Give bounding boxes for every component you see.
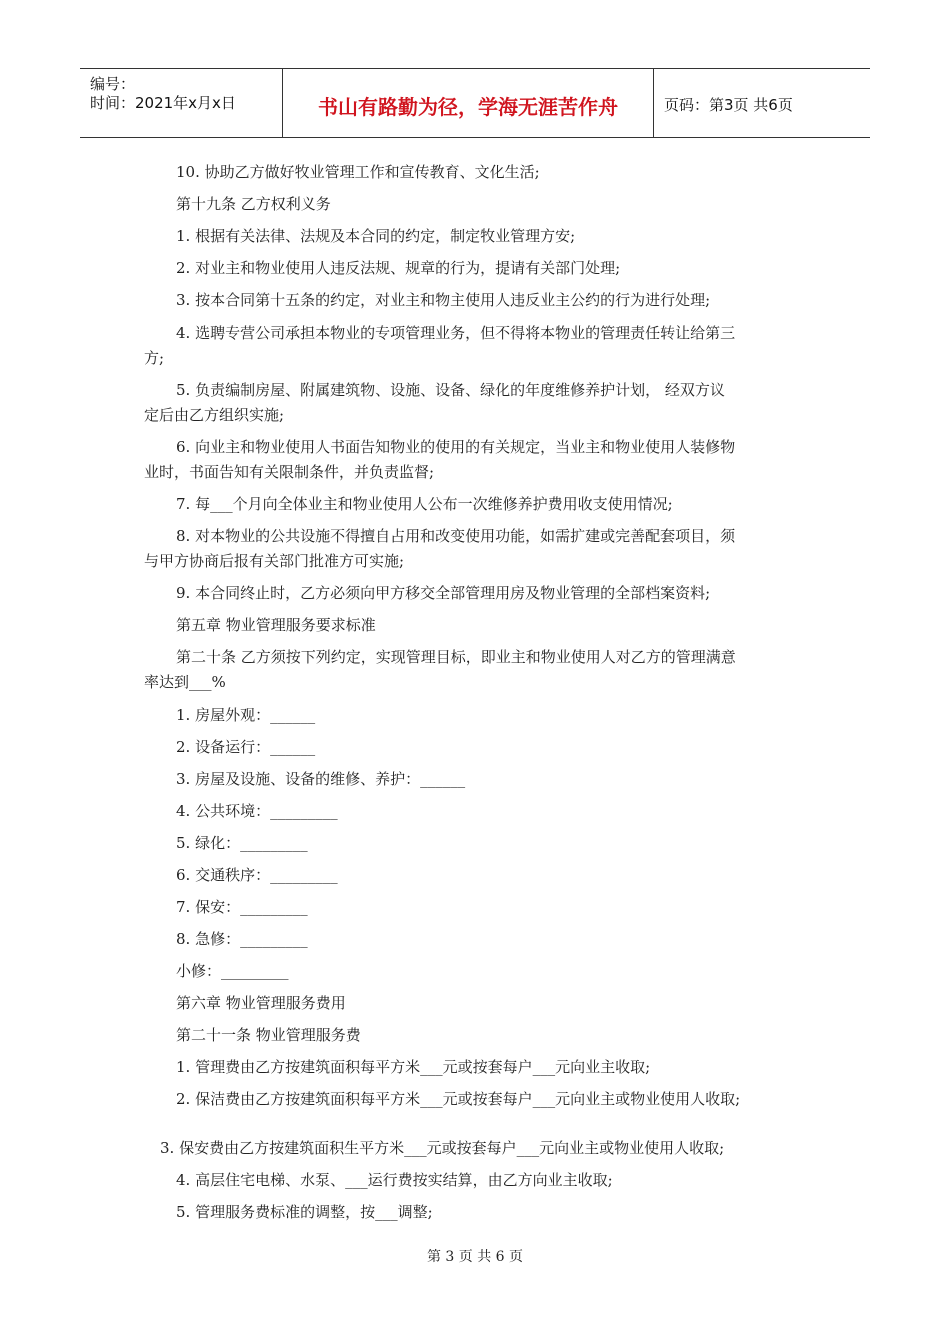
chapter-heading: 第五章 物业管理服务要求标准 [176, 616, 376, 634]
document-date-label: 时间：2021年x月x日 [90, 94, 236, 112]
list-item: 1. 房屋外观：______ [176, 706, 316, 724]
paragraph-line: 1. 管理费由乙方按建筑面积每平方米___元或按套每户___元向业主收取; [176, 1058, 651, 1076]
paragraph-line: 8. 对本物业的公共设施不得擅自占用和改变使用功能，如需扩建或完善配套项目，须 [176, 527, 736, 545]
page-header [80, 68, 870, 138]
article-heading: 第二十一条 物业管理服务费 [176, 1026, 361, 1044]
paragraph-line: 业时，书面告知有关限制条件，并负责监督; [144, 463, 435, 481]
list-item: 3. 房屋及设施、设备的维修、养护：______ [176, 770, 466, 788]
header-page-cell [654, 69, 870, 137]
paragraph-line: 5. 负责编制房屋、附属建筑物、设施、设备、绿化的年度维修养护计划， 经双方议 [176, 381, 725, 399]
header-page-number: 页码：第3页 共6页 [664, 96, 793, 114]
header-info-cell [80, 69, 283, 137]
list-item: 小修：_________ [176, 962, 289, 980]
list-item: 7. 保安：_________ [176, 898, 308, 916]
list-item: 5. 绿化：_________ [176, 834, 308, 852]
paragraph-line: 4. 高层住宅电梯、水泵、___运行费按实结算，由乙方向业主收取; [176, 1171, 613, 1189]
paragraph-line: 率达到___% [144, 673, 226, 691]
list-item: 6. 交通秩序：_________ [176, 866, 338, 884]
page-footer: 第 3 页 共 6 页 [426, 1249, 524, 1265]
paragraph-line: 9. 本合同终止时，乙方必须向甲方移交全部管理用房及物业管理的全部档案资料; [176, 584, 711, 602]
list-item: 4. 公共环境：_________ [176, 802, 338, 820]
paragraph-line: 3. 保安费由乙方按建筑面积生平方米___元或按套每户___元向业主或物业使用人收取; [160, 1139, 725, 1157]
paragraph-line: 方; [144, 349, 165, 367]
paragraph-line: 5. 管理服务费标准的调整，按___调整; [176, 1203, 433, 1221]
paragraph-line: 7. 每___个月向全体业主和物业使用人公布一次维修养护费用收支使用情况; [176, 495, 673, 513]
paragraph-line: 定后由乙方组织实施; [144, 406, 285, 424]
article-heading: 第二十条 乙方须按下列约定，实现管理目标，即业主和物业使用人对乙方的管理满意 [176, 648, 736, 666]
header-motto: 书山有路勤为径，学海无涯苦作舟 [318, 95, 618, 119]
paragraph-line: 1. 根据有关法律、法规及本合同的约定，制定牧业管理方安; [176, 227, 576, 245]
paragraph-line: 3. 按本合同第十五条的约定，对业主和物主使用人违反业主公约的行为进行处理; [176, 291, 711, 309]
paragraph-line: 6. 向业主和物业使用人书面告知物业的使用的有关规定，当业主和物业使用人装修物 [176, 438, 736, 456]
list-item: 2. 设备运行：______ [176, 738, 316, 756]
paragraph-line: 4. 选聘专营公司承担本物业的专项管理业务，但不得将本物业的管理责任转让给第三 [176, 324, 736, 342]
document-number-label: 编号： [90, 75, 136, 93]
paragraph-line: 与甲方协商后报有关部门批准方可实施; [144, 552, 405, 570]
paragraph-line: 10. 协助乙方做好牧业管理工作和宣传教育、文化生活; [176, 163, 540, 181]
article-heading: 第十九条 乙方权利义务 [176, 195, 331, 213]
chapter-heading: 第六章 物业管理服务费用 [176, 994, 346, 1012]
header-motto-cell [283, 69, 654, 137]
paragraph-line: 2. 保洁费由乙方按建筑面积每平方米___元或按套每户___元向业主或物业使用人收取; [176, 1090, 741, 1108]
list-item: 8. 急修：_________ [176, 930, 308, 948]
paragraph-line: 2. 对业主和物业使用人违反法规、规章的行为，提请有关部门处理; [176, 259, 621, 277]
